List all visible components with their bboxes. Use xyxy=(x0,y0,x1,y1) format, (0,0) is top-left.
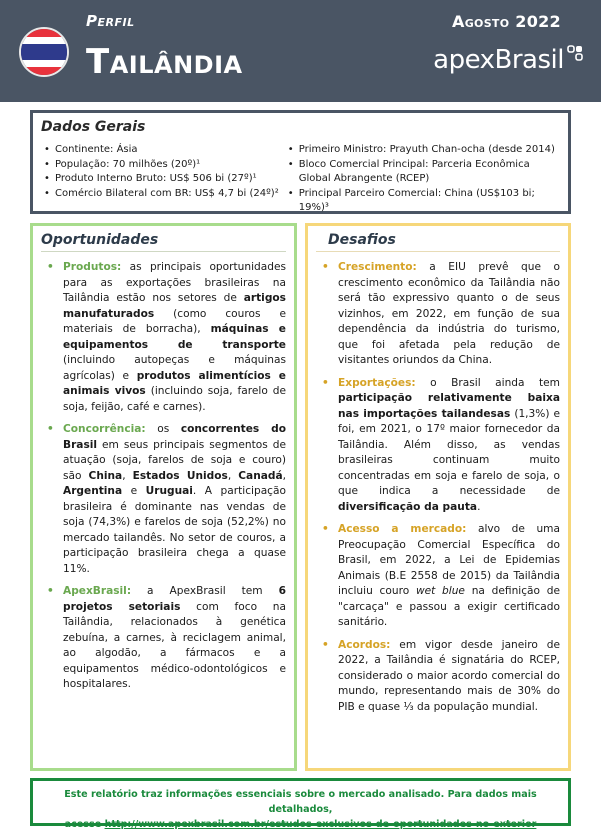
item-text: as principais oportunidades para as exportações brasileiras na Tailândia estão nos setores de xyxy=(63,261,286,304)
item-text: na definição de "carcaça" e passou a exigir certificado sanitário. xyxy=(338,585,561,628)
footer-acesse: acesse xyxy=(64,819,102,830)
footer-note xyxy=(30,778,571,830)
item-label: ApexBrasil: xyxy=(63,585,132,597)
item-text: . A participação brasileira é dominante nas vendas de soja (74,3%) e farelos de soja (52,2%) no mercado tailandês. No setor de couros, a participação brasileira chega a quase 11%. xyxy=(63,485,286,575)
desafios-title: Desafios xyxy=(316,232,560,252)
item-text: artigos manufaturados xyxy=(63,292,286,320)
oportunidades-title: Oportunidades xyxy=(41,232,286,252)
report-date: Agosto 2022 xyxy=(452,12,561,31)
item-text: (incluindo autopeças e máquinas agrícolas) e xyxy=(63,354,286,382)
list-item xyxy=(41,584,286,693)
dados-gerais-item: • Continente: Ásia xyxy=(41,143,285,158)
item-text: os xyxy=(145,423,181,435)
item-text: Uruguai xyxy=(145,485,193,497)
item-text: diversificação da pauta xyxy=(338,500,478,513)
oportunidades-panel xyxy=(30,223,297,771)
flag-stripe xyxy=(21,67,67,75)
dados-gerais-item: • Produto Interno Bruto: US$ 506 bi (27º)¹ xyxy=(41,172,285,187)
oportunidades-list xyxy=(41,260,286,693)
list-item xyxy=(316,638,560,716)
header-kicker: Perfil xyxy=(86,12,135,30)
item-text: a EIU prevê que o crescimento econômico da Tailândia não será tão expressivo quanto o de seus vizinhos, em 2022, em função de sua dependência da indústria do turismo, que foi afetada pela redução de visitantes oriundos da China. xyxy=(338,261,560,366)
item-text: 6 projetos setoriais xyxy=(63,585,286,613)
item-label: Exportações: xyxy=(338,376,416,389)
list-item xyxy=(41,260,286,415)
thailand-flag-icon xyxy=(19,27,69,77)
item-text: , xyxy=(227,469,239,482)
flag-stripes xyxy=(21,29,67,75)
item-text: (1,3%) e foi, em 2021, o 17º maior fornecedor da Tailândia. Além disso, as vendas brasileiras continuam muito concentradas em soja e farelo de soja, o que indica a necessidade de xyxy=(338,407,560,497)
item-text: , xyxy=(122,469,133,482)
desafios-panel xyxy=(305,223,571,771)
dados-gerais-panel xyxy=(30,110,571,214)
item-text: a ApexBrasil tem xyxy=(131,585,279,597)
flag-stripe xyxy=(21,29,67,37)
brand-mark-icon xyxy=(567,45,583,61)
dados-gerais-item: • Primeiro Ministro: Prayuth Chan-ocha (desde 2014) xyxy=(285,143,560,158)
desafios-list xyxy=(316,260,560,715)
item-label: Acordos: xyxy=(338,638,391,651)
footer-link[interactable]: http://www.apexbrasil.com.br/estudos-exclusivos-de-oportunidades-no-exterior xyxy=(104,819,537,830)
dados-gerais-item: • Bloco Comercial Principal: Parceria Econômica Global Abrangente (RCEP) xyxy=(285,158,560,187)
item-text: máquinas e equipamentos de transporte xyxy=(63,323,286,351)
item-text: o Brasil ainda tem xyxy=(415,376,560,389)
item-text: China xyxy=(88,469,123,482)
item-text: wet blue xyxy=(415,585,465,597)
flag-stripe xyxy=(21,37,67,45)
item-text: produtos alimentícios e animais vivos xyxy=(63,369,286,397)
footer-text: Este relatório traz informações essenciais sobre o mercado analisado. Para dados mais detalhados, xyxy=(64,789,537,815)
list-item xyxy=(316,376,560,516)
list-item xyxy=(41,422,286,577)
item-label: Concorrência: xyxy=(63,423,146,435)
dados-gerais-item: • População: 70 milhões (20º)¹ xyxy=(41,158,285,173)
item-text: em seus principais segmentos de atuação (soja, farelos de soja e couro) são xyxy=(63,438,286,482)
item-label: Crescimento: xyxy=(338,261,417,273)
brand-name: apexBrasil xyxy=(433,45,564,75)
flag-stripe xyxy=(21,60,67,68)
item-text: em vigor desde janeiro de 2022, a Tailândia é signatária do RCEP, considerado o maior acordo comercial do mundo, representando mais de 30% do PIB e quase ⅓ da população mundial. xyxy=(338,638,560,713)
item-text: e xyxy=(122,485,146,497)
header-banner xyxy=(0,0,601,102)
item-text: concorrentes do Brasil xyxy=(63,423,286,451)
dados-gerais-item: • Comércio Bilateral com BR: US$ 4,7 bi (24º)² xyxy=(41,187,285,202)
item-label: Acesso a mercado: xyxy=(338,523,467,535)
item-text: Estados Unidos xyxy=(132,469,228,482)
dados-gerais-item: • Principal Parceiro Comercial: China (US$103 bi; 19%)³ xyxy=(285,187,560,216)
item-text: Argentina xyxy=(63,485,123,497)
dados-gerais-title: Dados Gerais xyxy=(41,119,146,135)
item-text: (como couros e materiais de borracha), xyxy=(63,307,286,335)
list-item xyxy=(316,260,560,369)
brand-logo xyxy=(433,45,583,75)
item-text: Canadá xyxy=(238,469,283,482)
dados-gerais-left-list xyxy=(41,143,285,216)
item-text: alvo de uma Preocupação Comercial Específica do Brasil, em 2022, a Lei de Epidemias Animais (B.E 2558 de 2015) da Tailândia incluiu couro xyxy=(338,523,560,597)
item-text: , xyxy=(282,469,286,482)
item-text: (incluindo soja, farelo de soja, feijão, café e carnes). xyxy=(63,385,286,413)
list-item xyxy=(316,522,560,631)
item-text: . xyxy=(477,500,481,513)
item-text: participação relativamente baixa nas importações tailandesas xyxy=(338,392,560,420)
flag-stripe xyxy=(21,44,67,59)
dados-gerais-right-list xyxy=(285,143,560,216)
item-label: Produtos: xyxy=(63,261,122,273)
item-text: com foco na Tailândia, relacionados à genética zebuína, a carnes, à reciclagem animal, ao algodão, a fármacos e a equipamentos médico-odontológicos e hospitalares. xyxy=(63,600,287,690)
page-title: Tailândia xyxy=(86,42,243,82)
